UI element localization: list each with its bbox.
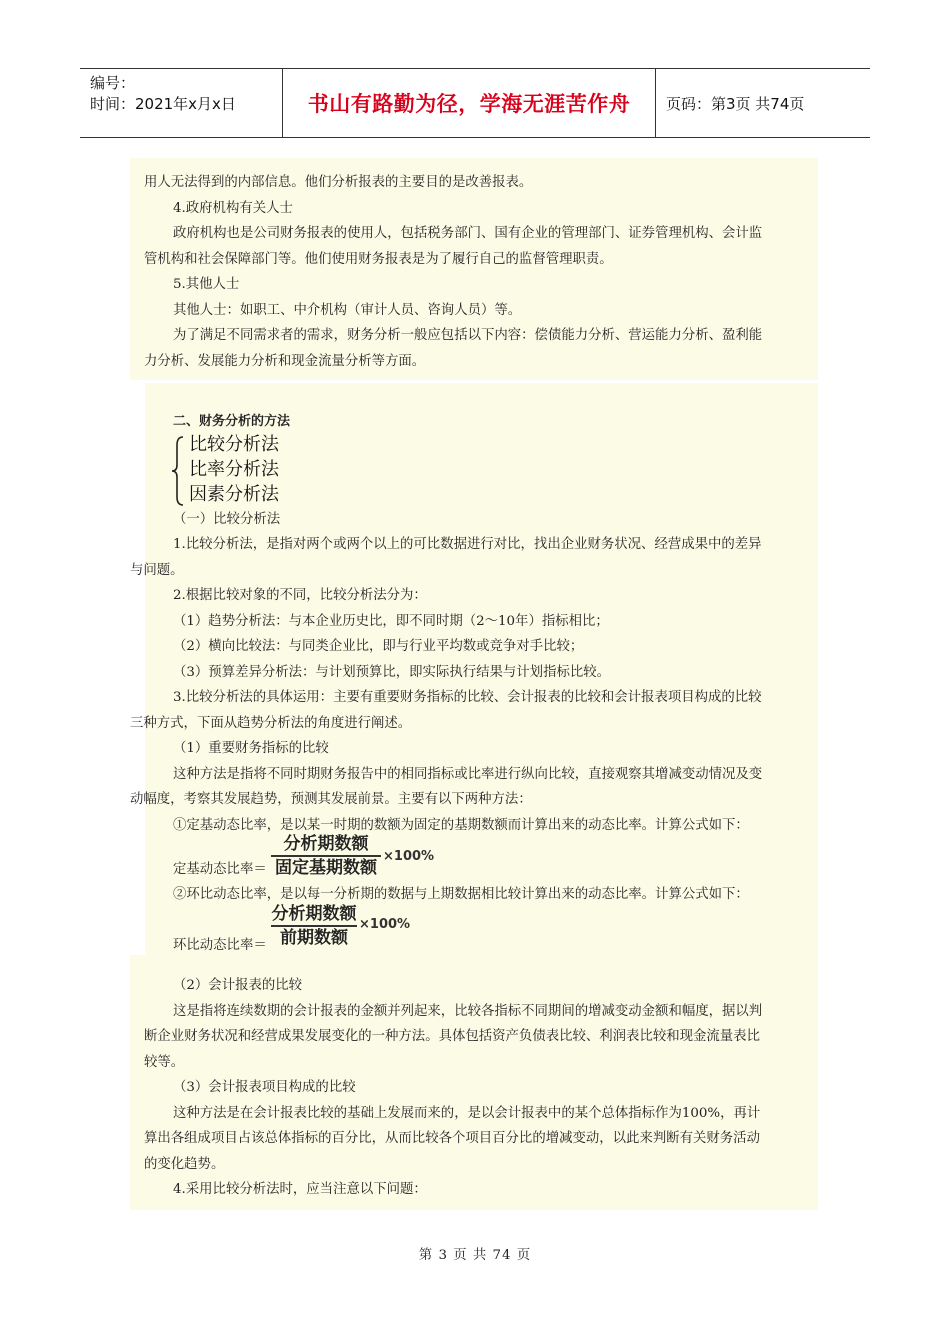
paragraph-line: 3.比较分析法的具体运用：主要有重要财务指标的比较、会计报表的比较和会计报表项目构成的比较: [173, 690, 762, 705]
formula-multiplier: ×100%: [359, 916, 411, 932]
method-item: 比率分析法: [189, 458, 279, 480]
formula-numerator: 分析期数额: [283, 834, 369, 854]
text-panel-1: [130, 158, 818, 380]
subheading: 4.政府机构有关人士: [173, 200, 293, 216]
paragraph-line: 4.采用比较分析法时，应当注意以下问题：: [173, 1182, 427, 1197]
paragraph-line: 这是指将连续数期的会计报表的金额并列起来，比较各指标不同期间的增减变动金额和幅度，据以判: [173, 1003, 763, 1019]
page-header: [80, 68, 870, 138]
formula-label: 环比动态比率＝: [173, 937, 267, 953]
subheading: （3）会计报表项目构成的比较: [173, 1080, 356, 1095]
paragraph-line: 为了满足不同需求者的需求，财务分析一般应包括以下内容：偿债能力分析、营运能力分析、盈利能: [173, 328, 763, 343]
header-meta: [80, 69, 283, 137]
paragraph-line: 1.比较分析法，是指对两个或两个以上的可比数据进行对比，找出企业财务状况、经营成果中的差异: [173, 537, 762, 552]
paragraph-line: 2.根据比较对象的不同，比较分析法分为：: [173, 588, 427, 603]
paragraph-line: 这种方法是指将不同时期财务报告中的相同指标或比率进行纵向比较，直接观察其增减变动情况及变: [173, 766, 763, 782]
subheading: 5.其他人士: [173, 277, 240, 292]
brace-icon: [171, 435, 185, 507]
paragraph-line: 其他人士：如职工、中介机构（审计人员、咨询人员）等。: [173, 302, 522, 318]
formula-fraction: [271, 834, 381, 878]
section-title: 二、财务分析的方法: [173, 414, 291, 429]
number-label: 编号：: [90, 74, 136, 92]
text-panel-2: [130, 383, 818, 955]
text-panel-3: [130, 955, 818, 1210]
formula-fixed-base-ratio: [145, 834, 804, 882]
paragraph-line: 管机构和社会保障部门等。他们使用财务报表是为了履行自己的监督管理职责。: [144, 251, 613, 267]
paragraph-line: ②环比动态比率，是以每一分析期的数据与上期数据相比较计算出来的动态比率。计算公式如下：: [173, 887, 749, 902]
paragraph-line: 这种方法是在会计报表比较的基础上发展而来的，是以会计报表中的某个总体指标作为100%，再计: [173, 1105, 761, 1121]
paragraph-line: 三种方式，下面从趋势分析法的角度进行阐述。: [130, 715, 412, 731]
formula-label: 定基动态比率＝: [173, 862, 267, 877]
method-item: 比较分析法: [189, 433, 279, 455]
formula-numerator: 分析期数额: [271, 903, 357, 924]
list-item: （3）预算差异分析法：与计划预算比，即实际执行结果与计划指标比较。: [173, 664, 611, 680]
list-item: （1）趋势分析法：与本企业历史比，即不同时期（2～10年）指标相比；: [173, 613, 609, 629]
fraction-bar: [271, 855, 381, 857]
formula-denominator: 前期数额: [280, 927, 348, 948]
paragraph-line: 的变化趋势。: [144, 1156, 225, 1172]
method-item: 因素分析法: [189, 483, 279, 505]
paragraph-line: 较等。: [144, 1054, 185, 1070]
methods-brace-list: [171, 435, 804, 507]
paragraph-line: 断企业财务状况和经营成果发展变化的一种方法。具体包括资产负债表比较、利润表比较和现金流量表比: [144, 1029, 760, 1044]
formula-chain-ratio: [145, 903, 804, 953]
paragraph-line: 力分析、发展能力分析和现金流量分析等方面。: [144, 353, 426, 369]
fraction-bar: [271, 925, 357, 927]
page-footer: 第 3 页 共 74 页: [418, 1248, 532, 1263]
paragraph-line: 算出各组成项目占该总体指标的百分比，从而比较各个项目百分比的增减变动，以此来判断有关财务活动: [144, 1131, 760, 1146]
header-motto: 书山有路勤为径，学海无涯苦作舟: [283, 69, 656, 137]
paragraph-line: 政府机构也是公司财务报表的使用人，包括税务部门、国有企业的管理部门、证券管理机构、会计监: [173, 226, 763, 241]
formula-fraction: [271, 904, 357, 948]
paragraph-line: 与问题。: [130, 562, 184, 578]
subheading: （2）会计报表的比较: [173, 978, 303, 993]
subheading: （1）重要财务指标的比较: [173, 741, 329, 756]
formula-denominator: 固定基期数额: [275, 858, 377, 878]
paragraph-line: ①定基动态比率，是以某一时期的数额为固定的基期数额而计算出来的动态比率。计算公式如下：: [173, 817, 749, 833]
header-page-info: 页码：第3页 共74页: [666, 94, 805, 113]
paragraph-line: 用人无法得到的内部信息。他们分析报表的主要目的是改善报表。: [144, 175, 533, 190]
list-item: （2）横向比较法：与同类企业比，即与行业平均数或竞争对手比较；: [173, 639, 584, 654]
time-label: 时间：2021年x月x日: [90, 95, 236, 113]
subheading: （一）比较分析法: [173, 511, 281, 527]
formula-multiplier: ×100%: [383, 849, 435, 864]
paragraph-line: 动幅度，考察其发展趋势，预测其发展前景。主要有以下两种方法：: [130, 792, 532, 807]
